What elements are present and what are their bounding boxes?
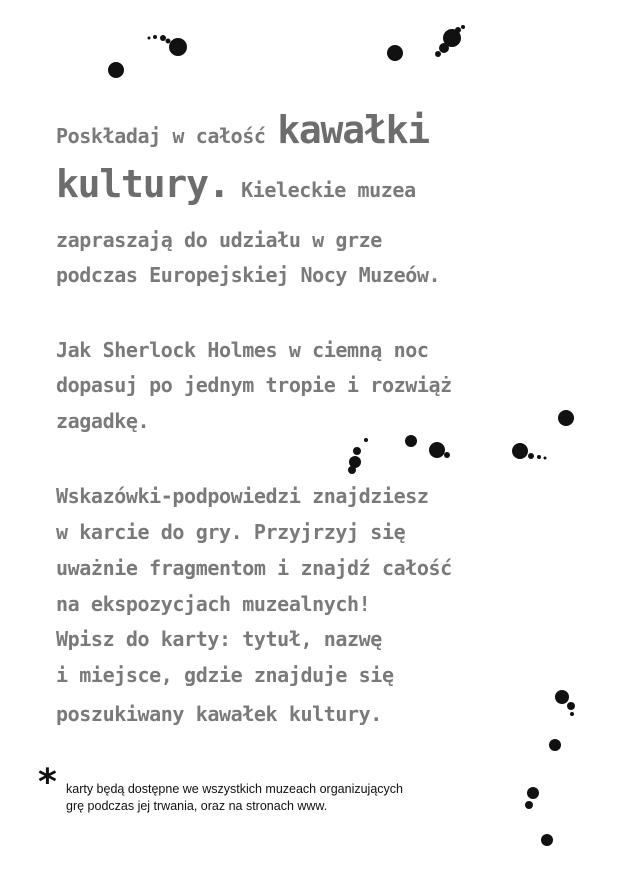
- ink-blot: [512, 443, 528, 459]
- ink-blot: [555, 690, 569, 704]
- para2-line-2: dopasuj po jednym tropie i rozwiąż: [56, 373, 452, 397]
- para3-line-2: w karcie do gry. Przyjrzyj się: [56, 520, 406, 544]
- ink-blot: [405, 435, 417, 447]
- asterisk-icon: *: [38, 762, 57, 803]
- para3-line-4: na ekspozycjach muzealnych!: [56, 592, 371, 616]
- ink-blot: [558, 410, 574, 426]
- intro-small-text: Poskładaj w całość: [56, 124, 266, 148]
- ink-blot: [387, 45, 403, 61]
- intro-big-text: kawałki: [277, 108, 429, 152]
- intro-line-2: [56, 162, 416, 206]
- para3-line-3: uważnie fragmentom i znajdź całość: [56, 556, 452, 580]
- intro-line-3: zapraszają do udziału w grze: [56, 228, 382, 252]
- para2-line-1: Jak Sherlock Holmes w ciemną noc: [56, 338, 429, 362]
- ink-blot: [549, 739, 561, 751]
- ink-blot: [541, 834, 553, 846]
- intro-big-text: kultury.: [56, 162, 230, 206]
- footnote-line-2: grę podczas jej trwania, oraz na stronach www.: [66, 799, 328, 813]
- para3-line-5: Wpisz do karty: tytuł, nazwę: [56, 627, 382, 651]
- intro-small-text: Kieleckie muzea: [241, 178, 416, 202]
- ink-blot: [108, 62, 124, 78]
- intro-line-1: [56, 108, 429, 152]
- footnote-line-1: karty będą dostępne we wszystkich muzeach organizujących: [66, 782, 403, 796]
- ink-blot: [527, 787, 539, 799]
- ink-blot: [429, 442, 445, 458]
- para2-line-3: zagadkę.: [56, 409, 150, 433]
- para3-line-6: i miejsce, gdzie znajduje się: [56, 663, 394, 687]
- para3-line-1: Wskazówki-podpowiedzi znajdziesz: [56, 484, 429, 508]
- intro-line-4: podczas Europejskiej Nocy Muzeów.: [56, 263, 441, 287]
- para3-line-7: poszukiwany kawałek kultury.: [56, 702, 382, 726]
- ink-blot: [169, 38, 187, 56]
